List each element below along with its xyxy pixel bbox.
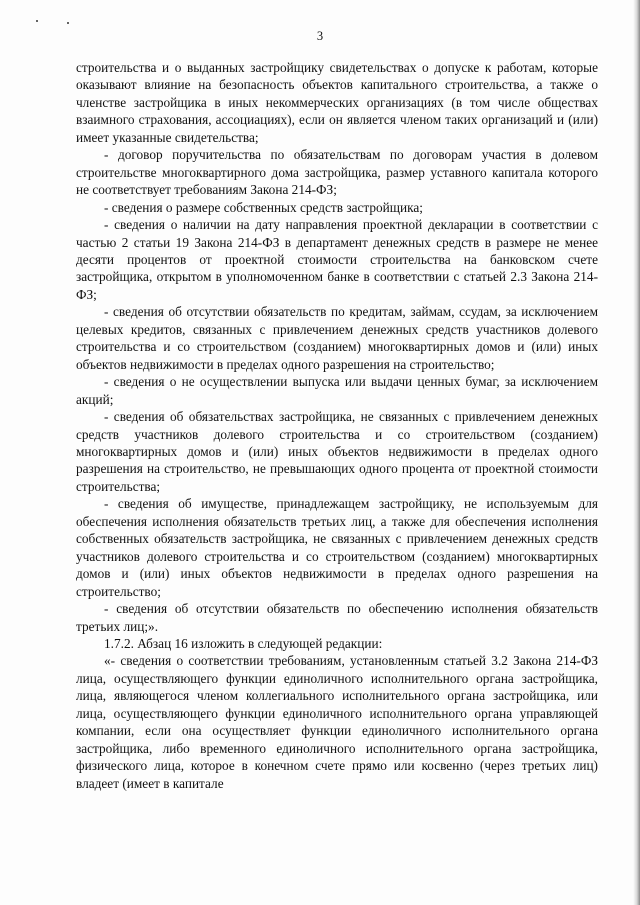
paragraph: - сведения об обязательствах застройщика, не связанных с привлечением денежных средств участников долевого строительства и со строительством (созданием) многоквартирных домов и (или) иных объектов недвижимости в пределах одного разрешения на строительство, не превышающих одного процента от проектной стоимости строительства; <box>76 409 598 494</box>
page-number: 3 <box>316 29 324 43</box>
paragraph: 1.7.2. Абзац 16 изложить в следующей редакции: <box>104 635 383 651</box>
paragraph: - сведения о наличии на дату направления проектной декларации в соответствии с частью 2 статьи 19 Закона 214-ФЗ в департамент денежных средств в размере не менее десяти процентов от проектной стоимости строительства на банковском счете застройщика, открытом в уполномоченном банке в соответствии с статьей 2.3 Закона 214-ФЗ; <box>76 217 598 302</box>
scan-speck <box>67 22 69 24</box>
document-body <box>76 59 598 792</box>
paragraph: - сведения о не осуществлении выпуска или выдачи ценных бумаг, за исключением акций; <box>76 374 598 407</box>
scan-page-edge <box>633 0 640 905</box>
paragraph: - сведения о размере собственных средств застройщика; <box>104 199 423 215</box>
paragraph: - сведения об имуществе, принадлежащем застройщику, не используемым для обеспечения исполнения обязательств третьих лиц, а также для обеспечения исполнения собственных обязательств застройщика, не связанных с привлечением денежных средств участников долевого строительства и со строительством (созданием) многоквартирных домов и (или) иных объектов недвижимости в пределах одного разрешения на строительство; <box>76 496 598 599</box>
scan-speck <box>36 20 38 22</box>
paragraph: - сведения об отсутствии обязательств по кредитам, займам, ссудам, за исключением целевых кредитов, связанных с привлечением денежных средств участников долевого строительства и со строительством (созданием) многоквартирных домов и (или) иных объектов недвижимости в пределах одного разрешения на строительство; <box>76 304 598 372</box>
paragraph: - сведения об отсутствии обязательств по обеспечению исполнения обязательств третьих лиц;». <box>76 601 598 634</box>
paragraph: - договор поручительства по обязательствам по договорам участия в долевом строительстве многоквартирного дома застройщика, размер уставного капитала которого не соответствует требованиям Закона 214-ФЗ; <box>76 147 598 198</box>
paragraph: «- сведения о соответствии требованиям, установленным статьей 3.2 Закона 214-ФЗ лица, осуществляющего функции единоличного исполнительного органа застройщика, лица, являющегося членом коллегиального исполнительного органа застройщика, или лица, осуществляющего функции единоличного исполнительного органа управляющей компании, если она осуществляет функции единоличного исполнительного органа застройщика, либо временного единоличного исполнительного органа застройщика, физического лица, которое в конечном счете прямо или косвенно (через третьих лиц) владеет (имеет в капитале <box>76 653 598 791</box>
paragraph: строительства и о выданных застройщику свидетельствах о допуске к работам, которые оказывают влияние на безопасность объектов капитального строительства, а также о членстве застройщика в иных некоммерческих организациях (в том числе обществах взаимного страхования, ассоциациях), если он является членом таких организаций и (или) имеет указанные свидетельства; <box>76 60 598 145</box>
